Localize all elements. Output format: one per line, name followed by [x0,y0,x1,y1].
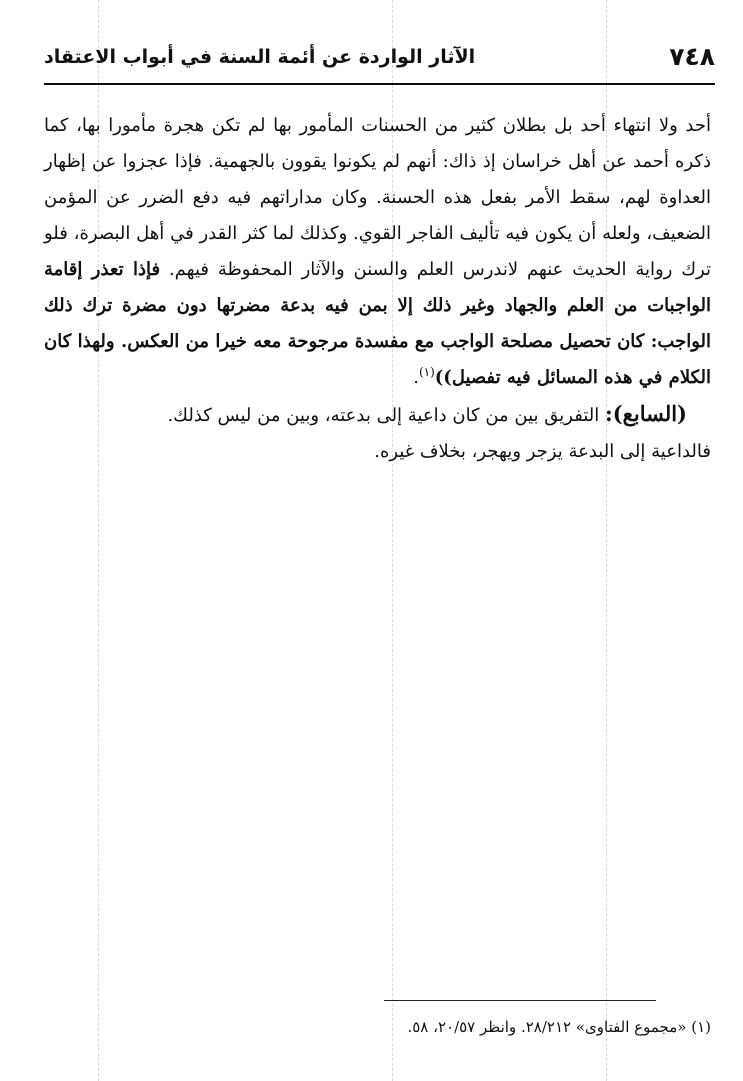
paragraph-3 [44,434,711,470]
header-rule [44,83,715,85]
main-text [44,108,711,470]
page-number: ٧٤٨ [669,42,715,71]
paragraph-1-plain: أحد ولا انتهاء أحد بل بطلان كثير من الحسنات المأمور بها لم تكن هجرة مأمورا بها، كما ذكره أحمد عن أهل خراسان إذ ذاك: أنهم لم يكونوا يقوون بالجهمية. فإذا عجزوا عن إظهار العداوة لهم، سقط الأمر بفعل هذه الحسنة. وكان مداراتهم فيه دفع الضرر عن المؤمن الضعيف، ولعله أن يكون فيه تأليف الفاجر القوي. وكذلك لما كثر القدر في أهل البصرة، فلو ترك رواية الحديث عنهم لاندرس العلم والسنن والآثار المحفوظة فيهم. [44,115,711,280]
paragraph-3-text: فالداعية إلى البدعة يزجر ويهجر، بخلاف غيره. [374,441,711,462]
footnote-rule [384,1000,656,1001]
page-header [44,40,715,80]
section-label-seventh: (السابع): [604,401,687,426]
paragraph-1-end: . [413,367,419,388]
paragraph-2 [44,396,711,434]
footnote-marker[interactable]: (١) [418,365,435,379]
paragraph-2-text: التفريق بين من كان داعية إلى بدعته، وبين من ليس كذلك. [167,405,600,426]
paragraph-1 [44,108,711,396]
running-title: الآثار الواردة عن أئمة السنة في أبواب الاعتقاد [44,46,476,68]
footnote: (١) «مجموع الفتاوى» ٢٨/٢١٢. وانظر ٢٠/٥٧، ٥٨. [407,1018,711,1036]
paragraph-1-bold-quote: فإذا تعذر إقامة الواجبات من العلم والجهاد وغير ذلك إلا بمن فيه بدعة مضرتها دون مضرة ترك ذلك الواجب: كان تحصيل مصلحة الواجب مع مفسدة مرجوحة معه خيرا من العكس. ولهذا كان الكلام في هذه المسائل فيه تفصيل)) [44,259,711,388]
